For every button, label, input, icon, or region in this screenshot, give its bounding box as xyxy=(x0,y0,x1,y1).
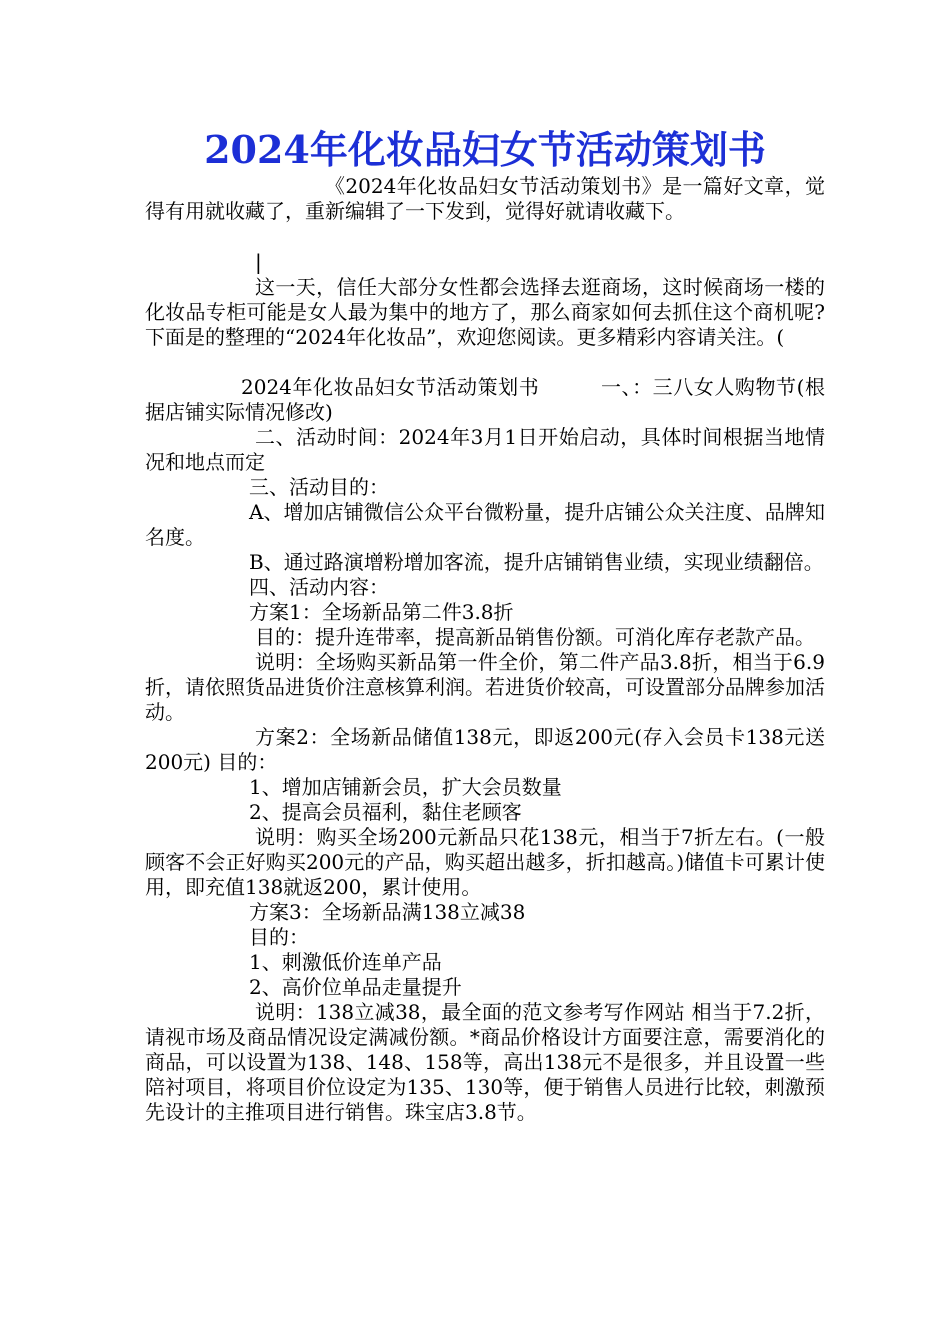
plan3-goal2: 2、高价位单品走量提升 xyxy=(249,975,462,999)
plan3-heading: 方案3：全场新品满138立减38 xyxy=(249,900,526,924)
plan2-heading: 方案2：全场新品储值138元，即返200元(存入会员卡138元送200元) 目的： xyxy=(145,725,825,774)
plan2-goal1: 1、增加店铺新会员，扩大会员数量 xyxy=(249,775,562,799)
purpose-b-paragraph: B、通过路演增粉增加客流，提升店铺销售业绩，实现业绩翻倍。 xyxy=(249,550,824,574)
plan3-note-paragraph: 说明：138立减38，最全面的范文参考写作网站 相当于7.2折，请视市场及商品情况设定满减份额。*商品价格设计方面要注意，需要消化的商品，可以设置为138、148、158等，高出138元不是很多，并且设置一些陪衬项目，将项目价位设定为135、130等，便于销售人员进行比较，刺激预先设计的主推项目进行销售。珠宝店3.8节。 xyxy=(145,1000,825,1124)
purpose-a-paragraph: A、增加店铺微信公众平台微粉量，提升店铺公众关注度、品牌知名度。 xyxy=(145,500,825,549)
plan3-goal1: 1、刺激低价连单产品 xyxy=(249,950,442,974)
opening-paragraph: 这一天，信任大部分女性都会选择去逛商场，这时候商场一楼的化妆品专柜可能是女人最为集中的地方了，那么商家如何去抓住这个商机呢?下面是的整理的“2024年化妆品”，欢迎您阅读。更多精彩内容请关注。( xyxy=(145,275,825,349)
paragraph-gap xyxy=(145,350,825,375)
section-title-line: 2024年化妆品妇女节活动策划书 一、：三八女人购物节(根据店铺实际情况修改) xyxy=(145,375,825,424)
activity-time-paragraph: 二、活动时间：2024年3月1日开始启动，具体时间根据当地情况和地点而定 xyxy=(145,425,825,474)
plan1-goal-paragraph: 目的：提升连带率，提高新品销售份额。可消化库存老款产品。 xyxy=(255,625,815,649)
text-cursor-mark: | xyxy=(255,250,262,274)
document-title: 2024年化妆品妇女节活动策划书 xyxy=(204,127,766,172)
intro-paragraph: 《2024年化妆品妇女节活动策划书》是一篇好文章，觉得有用就收藏了，重新编辑了一下发到，觉得好就请收藏下。 xyxy=(145,174,825,223)
plan2-goal2: 2、提高会员福利，黏住老顾客 xyxy=(249,800,522,824)
content-heading: 四、活动内容： xyxy=(249,575,389,599)
plan2-note-paragraph: 说明：购买全场200元新品只花138元，相当于7折左右。(一般顾客不会正好购买200元的产品，购买超出越多，折扣越高。)储值卡可累计使用，即充值138就返200，累计使用。 xyxy=(145,825,825,899)
document-page xyxy=(145,126,825,1125)
plan3-goal-heading: 目的： xyxy=(249,925,309,949)
purpose-heading: 三、活动目的： xyxy=(249,475,389,499)
plan1-heading: 方案1：全场新品第二件3.8折 xyxy=(249,600,514,624)
plan1-note-paragraph: 说明：全场购买新品第一件全价，第二件产品3.8折，相当于6.9折，请依照货品进货价注意核算利润。若进货价较高，可设置部分品牌参加活动。 xyxy=(145,650,825,724)
